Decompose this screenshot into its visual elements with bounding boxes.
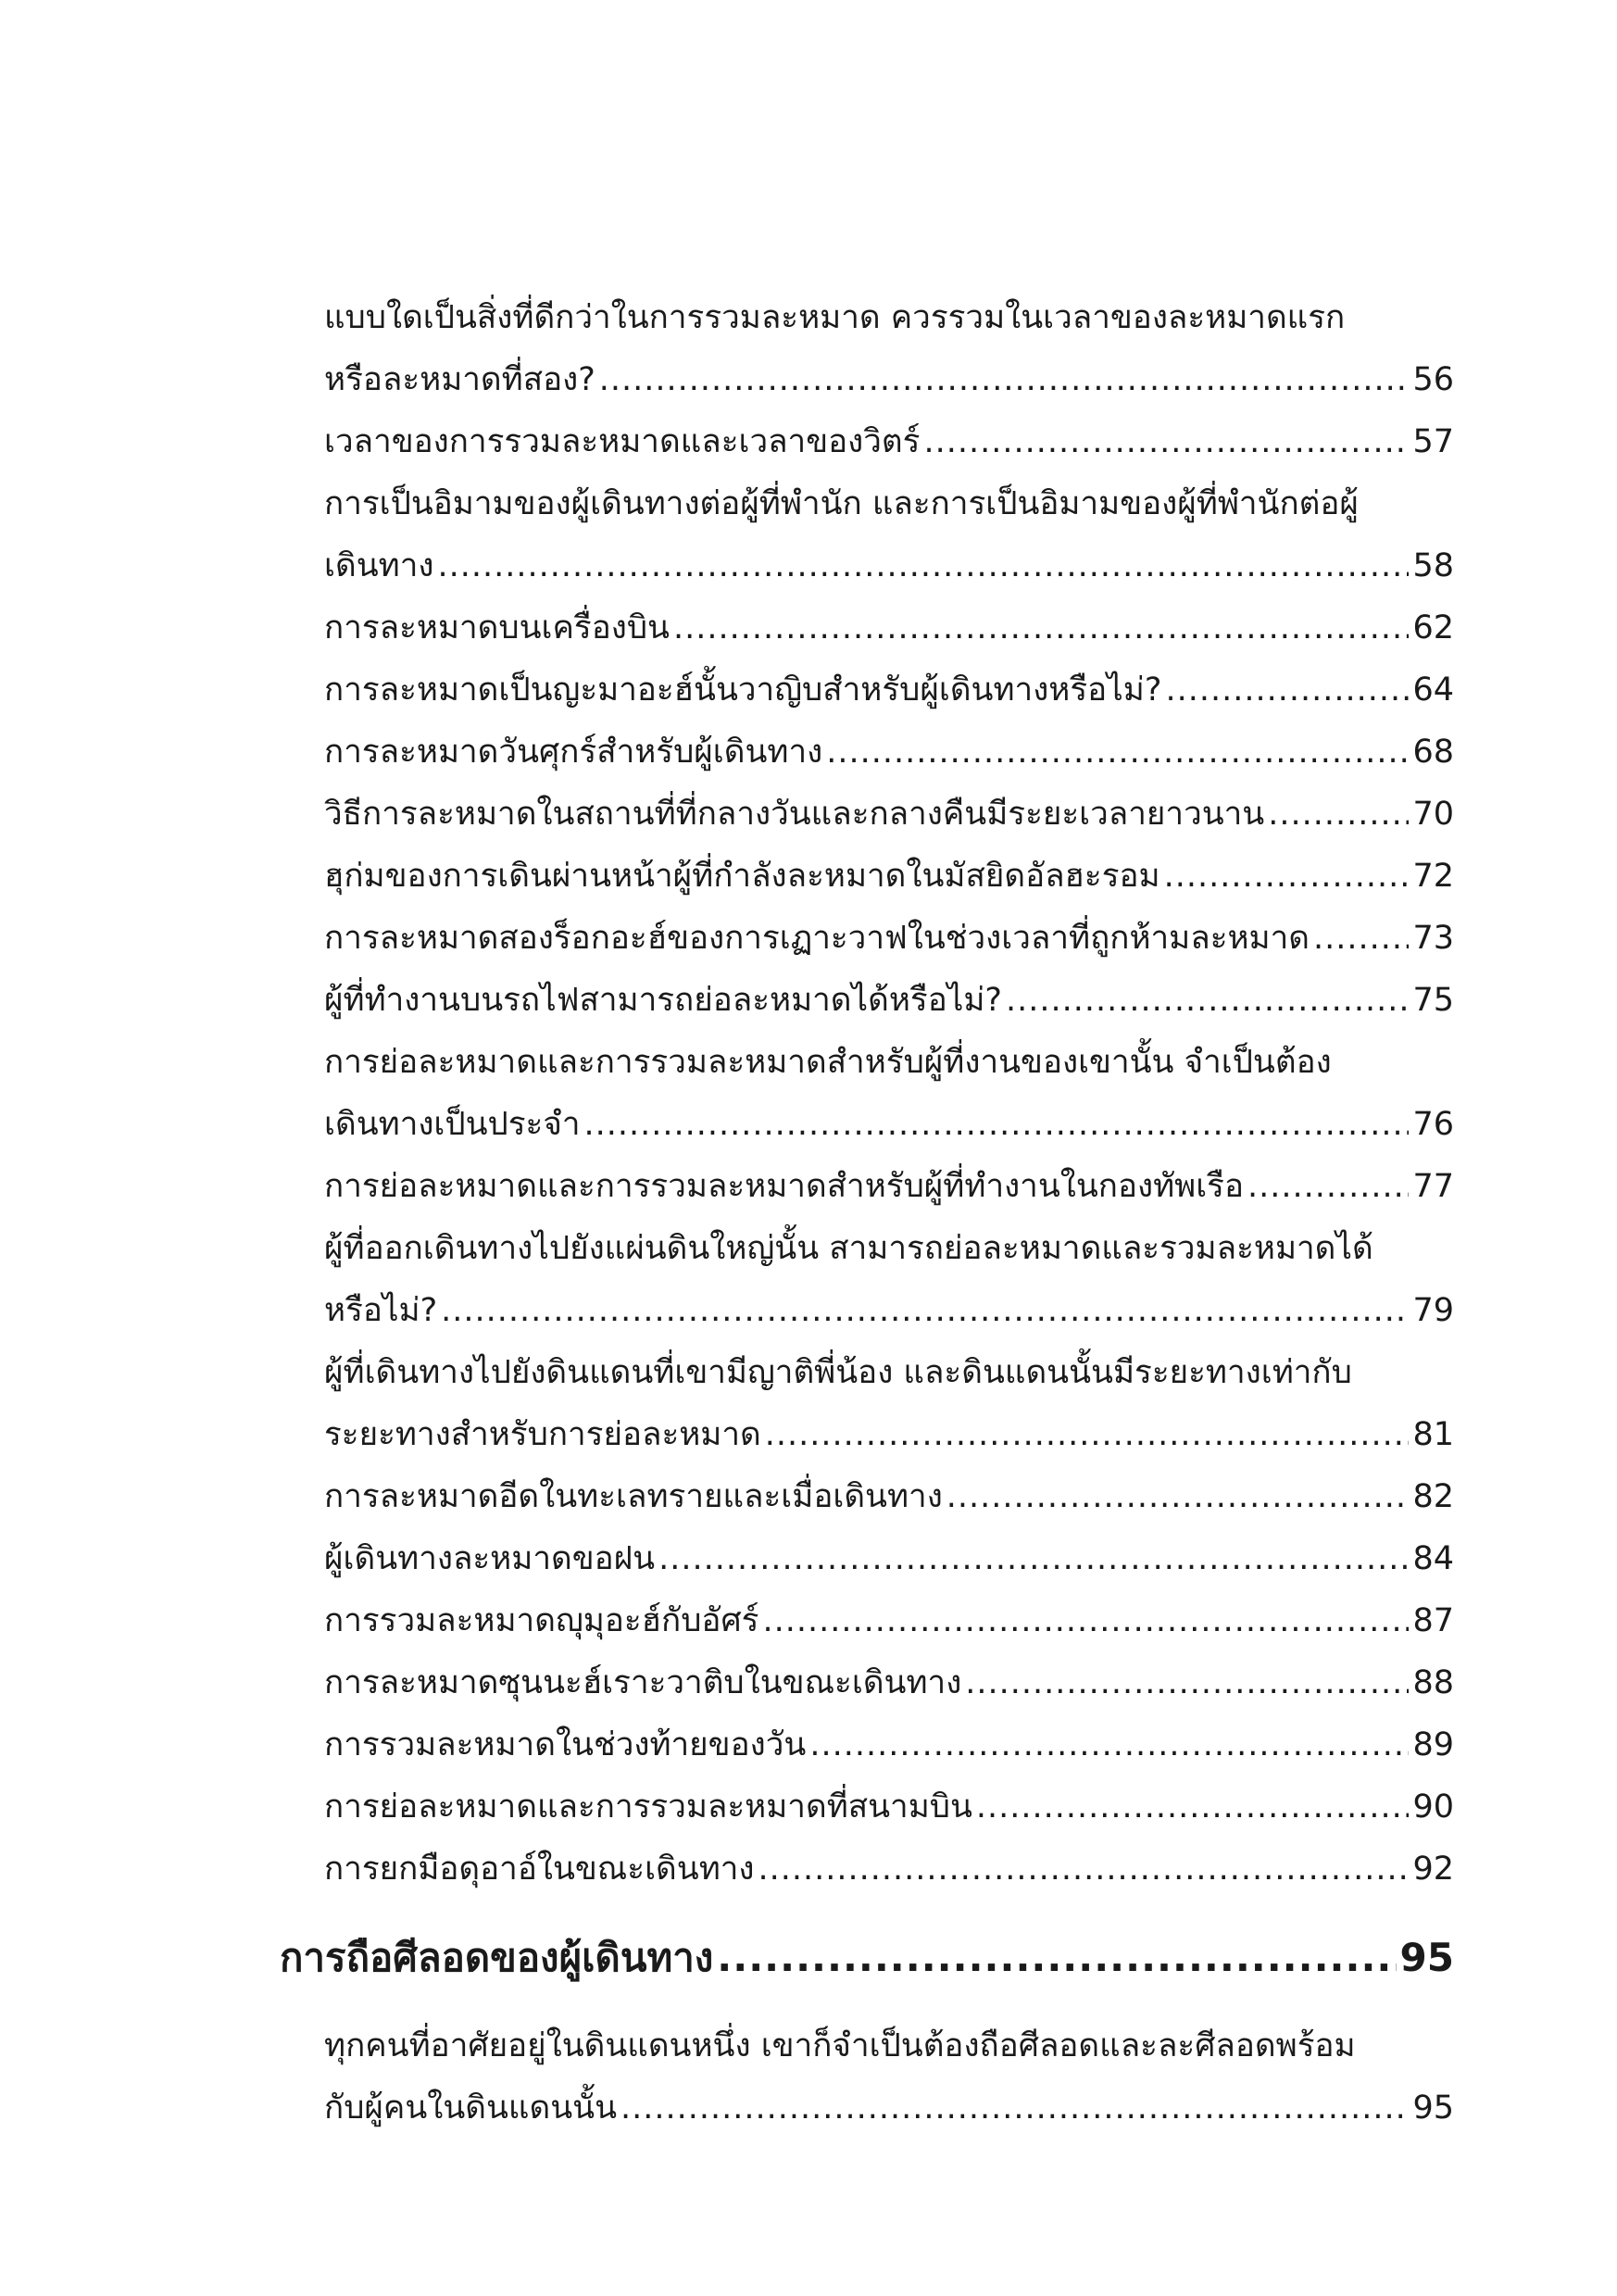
toc-entry-row xyxy=(324,1776,1454,1838)
toc-entry xyxy=(324,2015,1454,2139)
toc-entry xyxy=(324,1714,1454,1776)
table-of-contents xyxy=(280,287,1454,2139)
page-number: 73 xyxy=(1412,920,1454,957)
page-number: 64 xyxy=(1412,671,1454,709)
toc-entry-title: วิธีการละหมาดในสถานที่ที่กลางวันและกลางคืนมีระยะเวลายาวนาน xyxy=(324,796,1265,833)
toc-entry-title: ระยะทางสำหรับการย่อละหมาด xyxy=(324,1416,761,1453)
toc-entry xyxy=(324,1342,1454,1466)
dot-leader xyxy=(1268,784,1409,846)
toc-entry xyxy=(324,908,1454,970)
dot-leader xyxy=(717,1913,1396,2002)
dot-leader xyxy=(1247,1156,1409,1218)
toc-entry-row xyxy=(324,597,1454,659)
toc-entry-title: การละหมาดสองร็อกอะฮ์ของการเฏาะวาฟในช่วงเวลาที่ถูกห้ามละหมาด xyxy=(324,920,1310,957)
toc-entry-title: การย่อละหมาดและการรวมละหมาดที่สนามบิน xyxy=(324,1788,972,1826)
toc-entry xyxy=(324,1032,1454,1156)
dot-leader xyxy=(976,1776,1410,1838)
toc-entry-row xyxy=(324,1714,1454,1776)
toc-entry xyxy=(324,597,1454,659)
toc-entry-row xyxy=(324,2077,1454,2139)
toc-entry-row xyxy=(324,1528,1454,1590)
dot-leader xyxy=(620,2077,1409,2139)
toc-entry-title-line1: ผู้ที่เดินทางไปยังดินแดนที่เขามีญาติพี่น้อง และดินแดนนั้นมีระยะทางเท่ากับ xyxy=(324,1354,1352,1391)
toc-entry xyxy=(324,659,1454,721)
toc-chapter-row xyxy=(280,1913,1454,2002)
dot-leader xyxy=(1164,846,1410,908)
toc-entry xyxy=(324,1652,1454,1714)
toc-entry xyxy=(324,1776,1454,1838)
dot-leader xyxy=(584,1094,1410,1156)
toc-entry-title: การยกมือดุอาอ์ในขณะเดินทาง xyxy=(324,1851,755,1888)
toc-entry-title-line1: ทุกคนที่อาศัยอยู่ในดินแดนหนึ่ง เขาก็จำเป็นต้องถือศีลอดและละศีลอดพร้อม xyxy=(324,2027,1356,2064)
toc-entry xyxy=(324,287,1454,411)
toc-entry-row xyxy=(324,970,1454,1032)
toc-entry-title: การละหมาดวันศุกร์สำหรับผู้เดินทาง xyxy=(324,734,823,771)
toc-entry-title: การรวมละหมาดในช่วงท้ายของวัน xyxy=(324,1726,807,1763)
toc-entry xyxy=(324,1218,1454,1342)
toc-entry-row xyxy=(324,1590,1454,1652)
toc-entry-title: ผู้เดินทางละหมาดขอฝน xyxy=(324,1540,656,1577)
toc-entry-row xyxy=(324,1404,1454,1466)
toc-entry-row xyxy=(324,784,1454,846)
dot-leader xyxy=(965,1652,1409,1714)
page-number: 62 xyxy=(1412,609,1454,646)
toc-entry-title: กับผู้คนในดินแดนนั้น xyxy=(324,2089,617,2127)
toc-entry-row xyxy=(324,721,1454,784)
dot-leader xyxy=(599,349,1410,411)
toc-chapter-heading xyxy=(280,1913,1454,2002)
toc-entry xyxy=(324,1590,1454,1652)
toc-entry-title: ผู้ที่ทำงานบนรถไฟสามารถย่อละหมาดได้หรือไม่? xyxy=(324,982,1002,1019)
toc-entry-row xyxy=(324,1466,1454,1528)
toc-entry-title-line1: แบบใดเป็นสิ่งที่ดีกว่าในการรวมละหมาด ควรรวมในเวลาของละหมาดแรก xyxy=(324,299,1346,336)
chapter-page-number: 95 xyxy=(1399,1935,1454,1980)
chapter-title: การถือศีลอดของผู้เดินทาง xyxy=(280,1935,714,1980)
toc-entry-title-line1: การเป็นอิมามของผู้เดินทางต่อผู้ที่พำนัก และการเป็นอิมามของผู้ที่พำนักต่อผู้ xyxy=(324,485,1359,522)
toc-entry-row xyxy=(324,1094,1454,1156)
toc-entry-row xyxy=(324,1280,1454,1342)
dot-leader xyxy=(762,1590,1409,1652)
toc-entry-title: เดินทางเป็นประจำ xyxy=(324,1106,581,1143)
page-number: 77 xyxy=(1412,1168,1454,1205)
toc-entry-title: การละหมาดซุนนะฮ์เราะวาติบในขณะเดินทาง xyxy=(324,1664,962,1701)
toc-entry xyxy=(324,846,1454,908)
toc-entry-title: หรือละหมาดที่สอง? xyxy=(324,361,595,398)
toc-entry-row xyxy=(324,908,1454,970)
toc-entry-title: การละหมาดบนเครื่องบิน xyxy=(324,609,670,646)
dot-leader xyxy=(441,1280,1409,1342)
toc-entry xyxy=(324,1466,1454,1528)
dot-leader xyxy=(1165,659,1409,721)
dot-leader xyxy=(658,1528,1409,1590)
toc-entry-title-line1: ผู้ที่ออกเดินทางไปยังแผ่นดินใหญ่นั้น สามารถย่อละหมาดและรวมละหมาดได้ xyxy=(324,1230,1373,1267)
page-number: 57 xyxy=(1412,423,1454,460)
toc-entry-row xyxy=(324,349,1454,411)
dot-leader xyxy=(946,1466,1410,1528)
toc-entry xyxy=(324,411,1454,473)
toc-entry-title: หรือไม่? xyxy=(324,1292,438,1329)
toc-entry xyxy=(324,970,1454,1032)
toc-entry-title-line1: การย่อละหมาดและการรวมละหมาดสำหรับผู้ที่งานของเขานั้น จำเป็นต้อง xyxy=(324,1044,1332,1081)
page-number: 68 xyxy=(1412,734,1454,771)
page-number: 84 xyxy=(1412,1540,1454,1577)
toc-entry-row xyxy=(324,535,1454,597)
toc-entry xyxy=(324,1156,1454,1218)
toc-entry-title: การละหมาดอีดในทะเลทรายและเมื่อเดินทาง xyxy=(324,1478,943,1515)
toc-entry-title: ฮุก่มของการเดินผ่านหน้าผู้ที่กำลังละหมาดในมัสยิดอัลฮะรอม xyxy=(324,858,1160,895)
page-number: 70 xyxy=(1412,796,1454,833)
page-number: 81 xyxy=(1412,1416,1454,1453)
toc-entry-row xyxy=(324,1652,1454,1714)
dot-leader xyxy=(1313,908,1409,970)
page-number: 72 xyxy=(1412,858,1454,895)
dot-leader xyxy=(437,535,1409,597)
toc-entry-title: การรวมละหมาดญุมุอะฮ์กับอัศร์ xyxy=(324,1602,759,1639)
page-number: 87 xyxy=(1412,1602,1454,1639)
page-number: 88 xyxy=(1412,1664,1454,1701)
toc-entry-title: การย่อละหมาดและการรวมละหมาดสำหรับผู้ที่ทำงานในกองทัพเรือ xyxy=(324,1168,1245,1205)
toc-entry-title: การละหมาดเป็นญะมาอะฮ์นั้นวาญิบสำหรับผู้เดินทางหรือไม่? xyxy=(324,671,1162,709)
toc-entry-row xyxy=(324,659,1454,721)
page-number: 95 xyxy=(1412,2089,1454,2127)
page-number: 90 xyxy=(1412,1788,1454,1826)
toc-entry-title: เดินทาง xyxy=(324,547,434,584)
page-number: 89 xyxy=(1412,1726,1454,1763)
toc-entry xyxy=(324,784,1454,846)
dot-leader xyxy=(765,1404,1410,1466)
page-number: 82 xyxy=(1412,1478,1454,1515)
toc-entry xyxy=(324,1528,1454,1590)
page-number: 58 xyxy=(1412,547,1454,584)
dot-leader xyxy=(826,721,1409,784)
page-number: 79 xyxy=(1412,1292,1454,1329)
toc-entry xyxy=(324,473,1454,597)
toc-entry-row xyxy=(324,1838,1454,1901)
dot-leader xyxy=(758,1838,1410,1901)
page-number: 75 xyxy=(1412,982,1454,1019)
toc-entry xyxy=(324,1838,1454,1901)
toc-entry-title: เวลาของการรวมละหมาดและเวลาของวิตร์ xyxy=(324,423,921,460)
page-number: 56 xyxy=(1412,361,1454,398)
toc-entry-row xyxy=(324,411,1454,473)
page-number: 76 xyxy=(1412,1106,1454,1143)
dot-leader xyxy=(923,411,1409,473)
toc-entry-row xyxy=(324,1156,1454,1218)
toc-entry xyxy=(324,721,1454,784)
page-number: 92 xyxy=(1412,1851,1454,1888)
dot-leader xyxy=(809,1714,1409,1776)
toc-entry-row xyxy=(324,846,1454,908)
dot-leader xyxy=(673,597,1409,659)
dot-leader xyxy=(1006,970,1409,1032)
